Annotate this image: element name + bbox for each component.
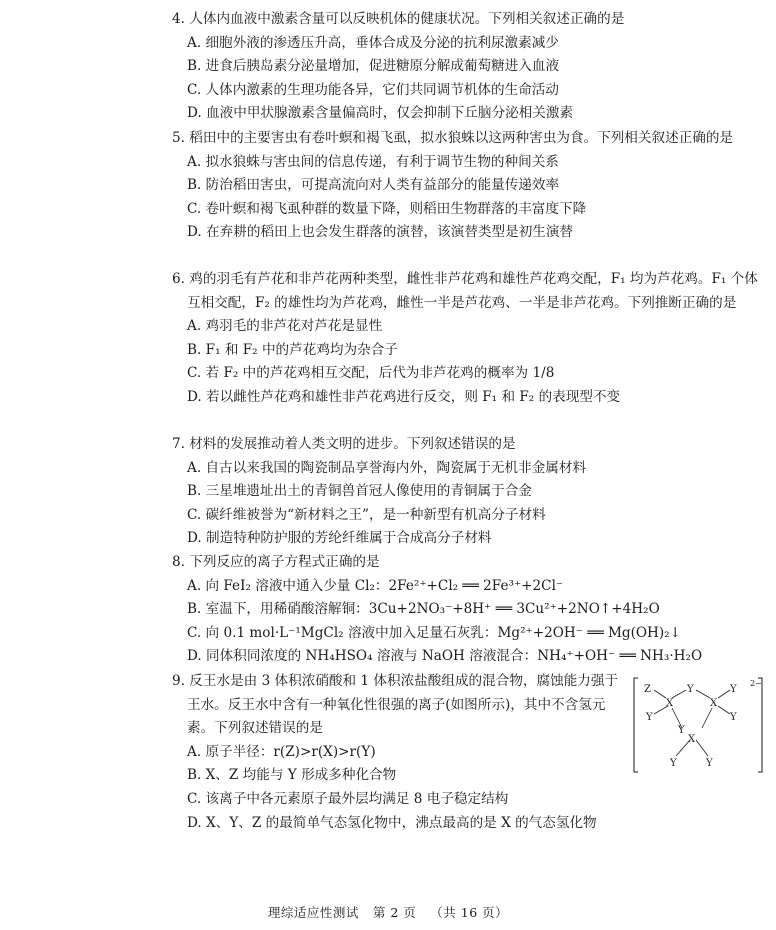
atom-label: Y bbox=[670, 758, 677, 769]
footer-page-number: 第 2 页 bbox=[372, 905, 417, 920]
option-c: C. 人体内激素的生理功能各异，它们共同调节机体的生命活动 bbox=[187, 81, 559, 98]
question-6 bbox=[172, 268, 768, 410]
question-stem: 8. 下列反应的离子方程式正确的是 bbox=[172, 554, 380, 570]
option-a: A. 自古以来我国的陶瓷制品享誉海内外，陶瓷属于无机非金属材料 bbox=[187, 459, 587, 476]
question-stem: 7. 材料的发展推动着人类文明的进步。下列叙述错误的是 bbox=[172, 436, 516, 452]
option-d: D. 制造特种防护服的芳纶纤维属于合成高分子材料 bbox=[187, 530, 492, 547]
atom-label: X bbox=[666, 698, 674, 709]
option-d: D. 在弃耕的稻田上也会发生群落的演替，该演替类型是初生演替 bbox=[187, 224, 574, 241]
ion-atom-labels bbox=[644, 684, 737, 769]
footer-total-pages: （共 16 页） bbox=[430, 905, 509, 920]
atom-label: Z bbox=[644, 684, 651, 695]
ion-charge: 2− bbox=[750, 679, 762, 688]
option-b: B. X、Z 均能与 Y 形成多种化合物 bbox=[187, 767, 397, 784]
option-c: C. 卷叶螟和褐飞虱种群的数量下降，则稻田生物群落的丰富度下降 bbox=[187, 200, 587, 217]
option-b: B. F₁ 和 F₂ 中的芦花鸡均为杂合子 bbox=[187, 341, 398, 358]
question-stem: 4. 人体内血液中激素含量可以反映机体的健康状况。下列相关叙述正确的是 bbox=[172, 11, 625, 27]
option-d: D. 若以雌性芦花鸡和雄性非芦花鸡进行反交，则 F₁ 和 F₂ 的表现型不变 bbox=[187, 388, 621, 405]
option-b: B. 室温下，用稀硝酸溶解铜：3Cu+2NO₃⁻+8H⁺ ══ 3Cu²⁺+2NO↑+4H₂O bbox=[187, 601, 660, 618]
option-b: B. 防治稻田害虫，可提高流向对人类有益部分的能量传递效率 bbox=[187, 177, 560, 194]
option-c: C. 碳纤维被誉为“新材料之王”，是一种新型有机高分子材料 bbox=[187, 506, 546, 523]
option-b: B. 进食后胰岛素分泌量增加，促进糖原分解成葡萄糖进入血液 bbox=[187, 58, 560, 75]
option-a: A. 鸡羽毛的非芦花对芦花是显性 bbox=[187, 318, 383, 335]
question-7 bbox=[172, 433, 768, 551]
page-footer bbox=[0, 903, 776, 921]
question-8 bbox=[172, 551, 768, 669]
option-a: A. 原子半径：r(Z)>r(X)>r(Y) bbox=[187, 743, 376, 760]
question-stem: 9. 反王水是由 3 体积浓硝酸和 1 体积浓盐酸组成的混合物，腐蚀能力强于王水。反王水中含有一种氧化性很强的离子(如图所示)，其中不含氢元素。下列叙述错误的是 bbox=[172, 673, 619, 737]
option-a: A. 向 FeI₂ 溶液中通入少量 Cl₂：2Fe²⁺+Cl₂ ══ 2Fe³⁺+2Cl⁻ bbox=[187, 577, 564, 594]
atom-label: X bbox=[688, 734, 696, 745]
atom-label: Y bbox=[706, 758, 713, 769]
question-stem: 6. 鸡的羽毛有芦花和非芦花两种类型，雌性非芦花鸡和雄性芦花鸡交配，F₁ 均为芦花鸡。F₁ 个体互相交配，F₂ 的雄性均为芦花鸡，雌性一半是芦花鸡、一半是非芦花鸡。下列推断正确的是 bbox=[172, 271, 758, 311]
question-5 bbox=[172, 127, 768, 245]
question-stem: 5. 稻田中的主要害虫有卷叶螟和褐飞虱，拟水狼蛛以这两种害虫为食。下列相关叙述正确的是 bbox=[172, 130, 734, 146]
atom-label: X bbox=[710, 698, 718, 709]
option-a: A. 拟水狼蛛与害虫间的信息传递，有利于调节生物的种间关系 bbox=[187, 153, 559, 170]
ion-structure-figure bbox=[632, 676, 772, 774]
option-d: D. 血液中甲状腺激素含量偏高时，仅会抑制下丘脑分泌相关激素 bbox=[187, 105, 574, 122]
option-c: C. 该离子中各元素原子最外层均满足 8 电子稳定结构 bbox=[187, 790, 509, 807]
option-c: C. 若 F₂ 中的芦花鸡相互交配，后代为非芦花鸡的概率为 1/8 bbox=[187, 365, 555, 382]
atom-label: Y bbox=[730, 712, 737, 723]
footer-subject: 理综适应性测试 bbox=[267, 905, 359, 920]
atom-label: Y bbox=[730, 684, 737, 695]
option-c: C. 向 0.1 mol·L⁻¹MgCl₂ 溶液中加入足量石灰乳：Mg²⁺+2OH⁻ ══ Mg(OH)₂↓ bbox=[187, 624, 682, 641]
option-d: D. 同体积同浓度的 NH₄HSO₄ 溶液与 NaOH 溶液混合：NH₄⁺+OH⁻ ══ NH₃·H₂O bbox=[187, 648, 703, 665]
option-b: B. 三星堆遗址出土的青铜兽首冠人像使用的青铜属于合金 bbox=[187, 483, 532, 500]
atom-label: Y bbox=[678, 725, 685, 736]
option-d: D. X、Y、Z 的最简单气态氢化物中，沸点最高的是 X 的气态氢化物 bbox=[187, 814, 597, 831]
question-4 bbox=[172, 8, 768, 126]
option-a: A. 细胞外液的渗透压升高，垂体合成及分泌的抗利尿激素减少 bbox=[187, 34, 559, 51]
atom-label: Y bbox=[687, 684, 694, 695]
atom-label: Y bbox=[646, 712, 653, 723]
